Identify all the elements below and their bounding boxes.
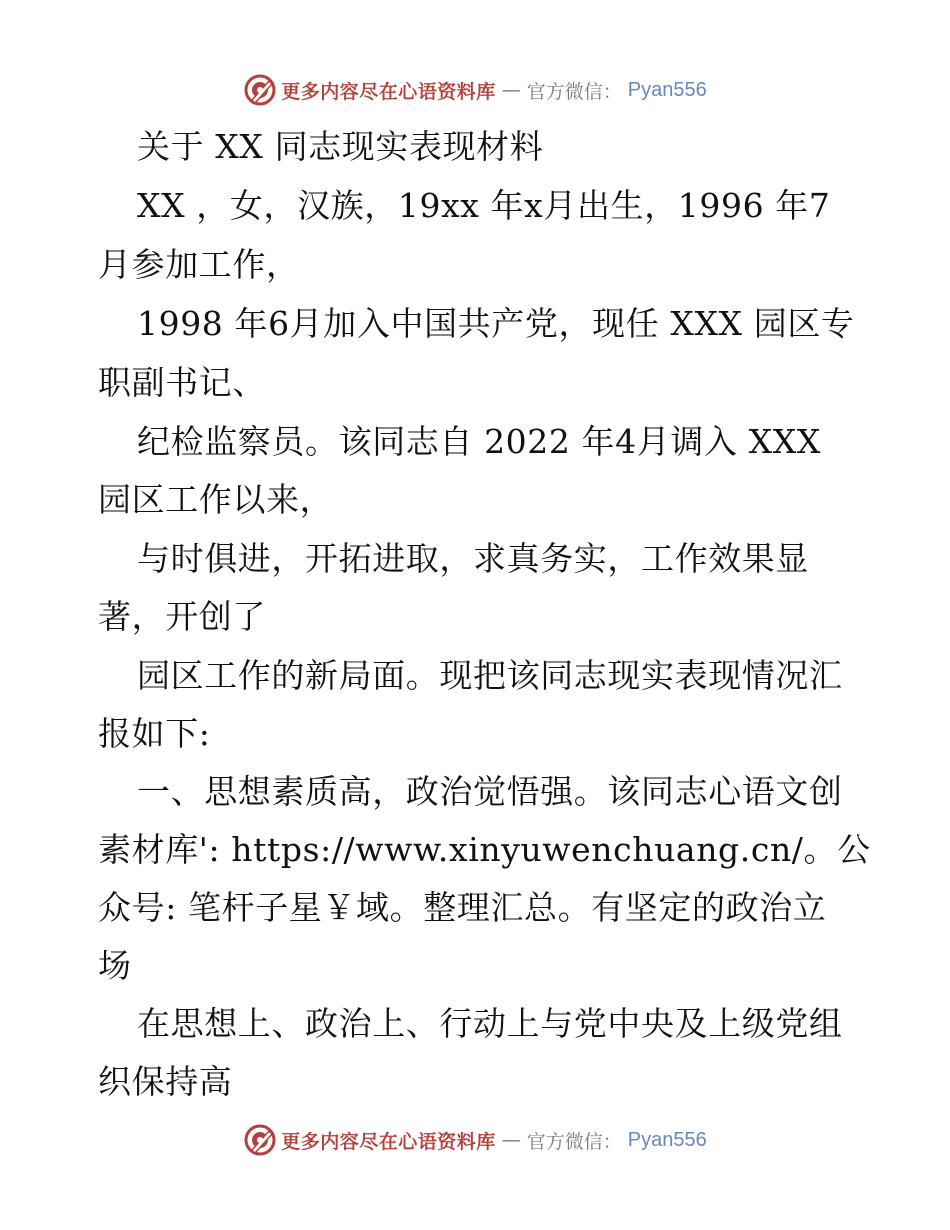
footer-banner [0,1120,950,1160]
paragraph-line: 著，开创了 [98,597,266,636]
paragraph-line: 月参加工作， [98,245,300,284]
logo-icon [243,73,277,107]
paragraph-line: 1998 年6月加入中国共产党，现任 XXX 园区专 [137,304,855,343]
banner-official-label: 官方微信： [526,80,622,103]
document-title: 关于 XX 同志现实表现材料 [137,127,544,166]
banner-dash: — [501,79,521,101]
paragraph-line: 素材库': https://www.xinyuwenchuang.cn/。公 [98,830,871,869]
paragraph-line: 与时俱进，开拓进取，求真务实，工作效果显 [137,539,809,578]
logo-icon [243,1123,277,1157]
paragraph-line: 一、思想素质高，政治觉悟强。该同志心语文创 [137,772,843,811]
banner-official-label: 官方微信： [526,1130,622,1153]
paragraph-line: XX ，女，汉族，19xx 年x月出生，1996 年7 [137,186,831,225]
header-banner [0,70,950,110]
paragraph-line: 报如下: [98,714,211,753]
paragraph-line: 职副书记、 [98,363,266,402]
banner-main-text: 更多内容尽在心语资料库 [281,80,496,103]
banner-wechat-id: Pyan556 [627,1128,707,1151]
banner-dash: — [501,1129,521,1151]
paragraph-line: 织保持高 [98,1062,233,1101]
paragraph-line: 场 [98,946,132,985]
banner-main-text: 更多内容尽在心语资料库 [281,1130,496,1153]
banner-wechat-id: Pyan556 [627,78,707,101]
paragraph-line: 园区工作以来， [98,480,334,519]
paragraph-line: 在思想上、政治上、行动上与党中央及上级党组 [137,1004,843,1043]
paragraph-line: 众号: 笔杆子星￥域。整理汇总。有坚定的政治立 [98,888,827,927]
paragraph-line: 园区工作的新局面。现把该同志现实表现情况汇 [137,656,843,695]
paragraph-line: 纪检监察员。该同志自 2022 年4月调入 XXX [137,422,821,461]
